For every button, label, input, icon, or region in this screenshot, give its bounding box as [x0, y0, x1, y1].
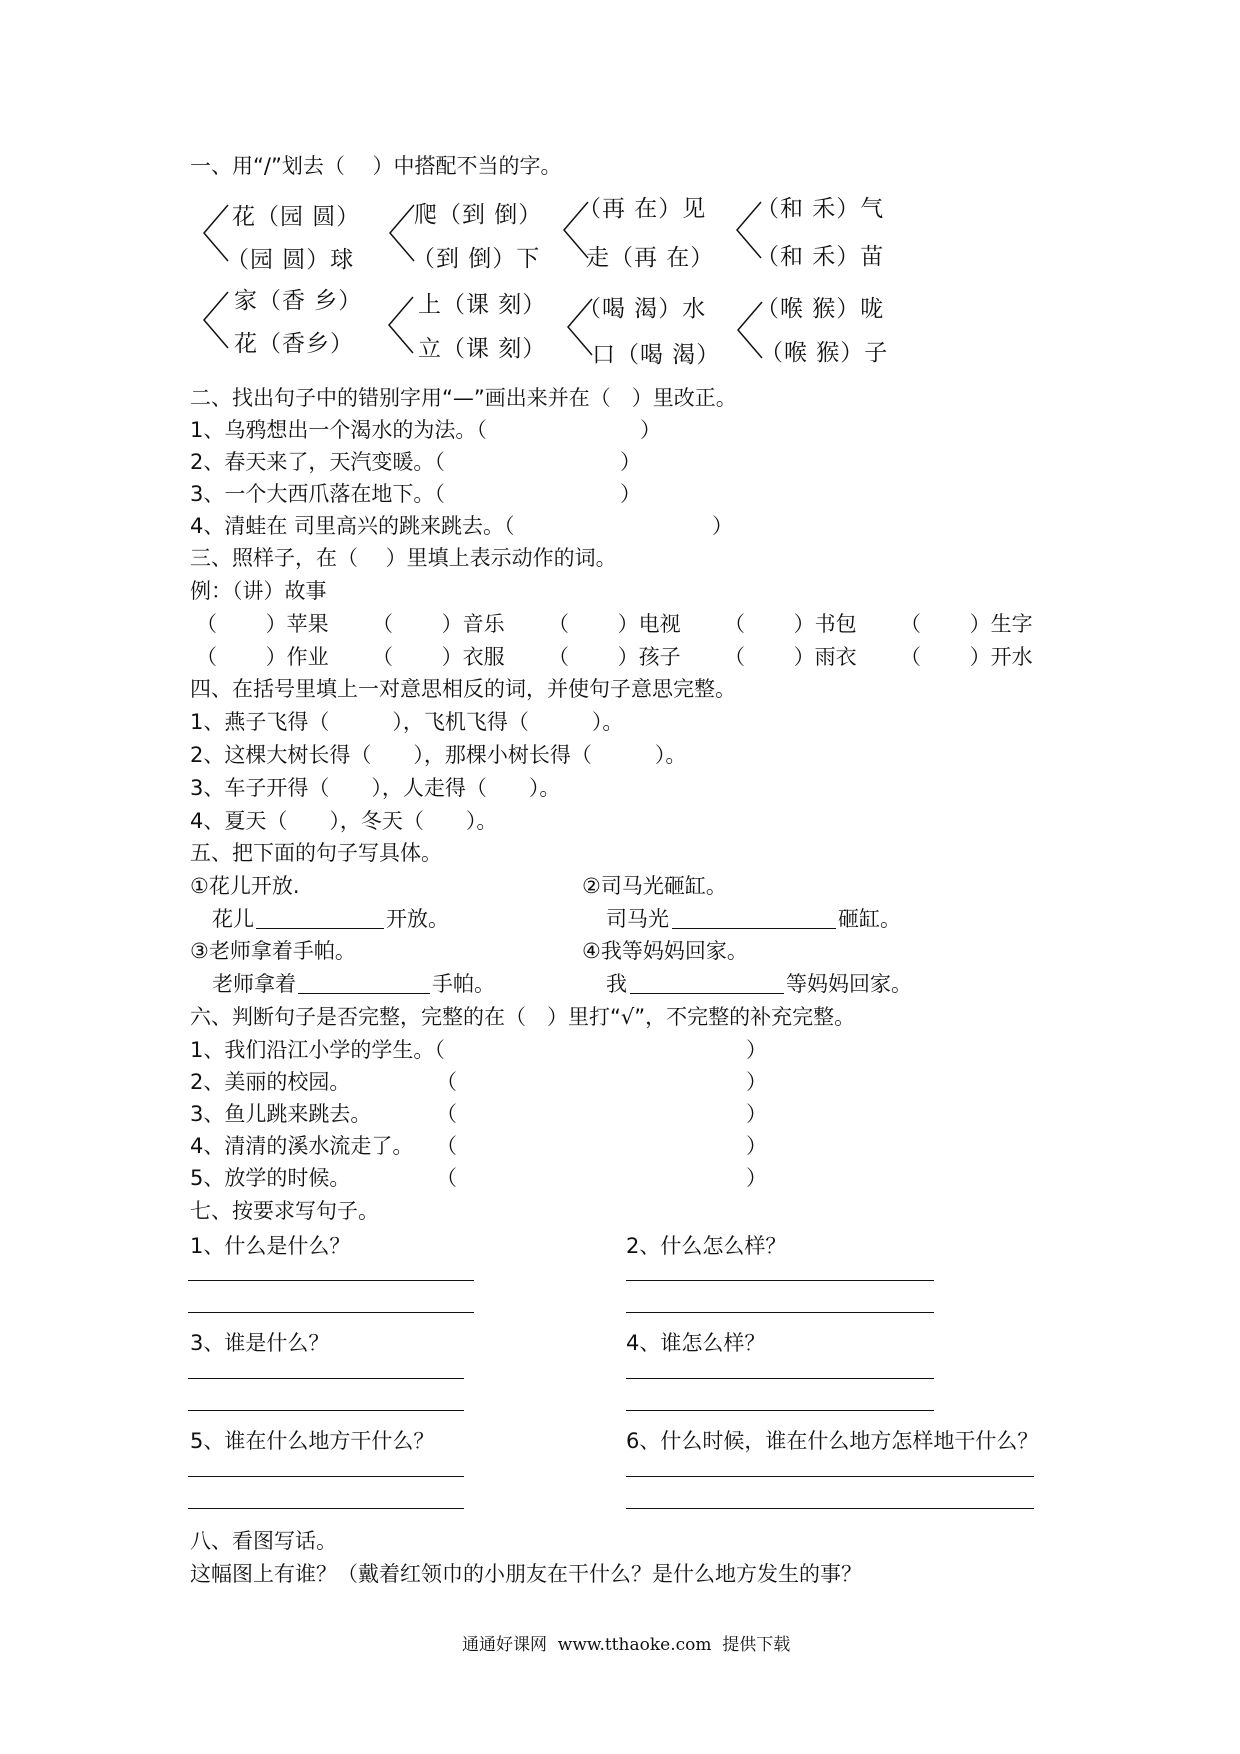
section-2-title: 二、找出句子中的错别字用“—”画出来并在（ ）里改正。 — [190, 386, 737, 410]
picture-writing-prompt: 这幅图上有谁？（戴着红领巾的小朋友在干什么？是什么地方发生的事？ — [190, 1562, 862, 1586]
pair-top: 上（课 刻） — [418, 292, 547, 318]
question-item: 5、放学的时候。 — [190, 1166, 351, 1190]
prompt-sentence: ①花儿开放. — [190, 874, 300, 898]
writing-prompt: 4、谁怎么样？ — [626, 1331, 766, 1355]
pair-bottom: 花（香乡） — [234, 331, 354, 357]
answer-line[interactable] — [188, 1378, 464, 1379]
rewrite-prefix: 花儿 — [212, 907, 254, 931]
pair-top: （和 禾）气 — [756, 196, 885, 222]
pair-bottom: （到 倒）下 — [412, 246, 541, 272]
question-item: 2、这棵大树长得（ ），那棵小树长得（ ）。 — [190, 743, 687, 767]
example: 例：（讲）故事 — [190, 579, 327, 603]
fill-item: （ ）衣服 — [372, 645, 505, 669]
section-8-title: 八、看图写话。 — [190, 1529, 337, 1553]
answer-line[interactable] — [626, 1410, 934, 1411]
question-item: 1、乌鸦想出一个渴水的为法。（ — [190, 418, 487, 442]
answer-line[interactable] — [626, 1508, 1034, 1509]
writing-prompt: 3、谁是什么？ — [190, 1331, 330, 1355]
question-item: 4、夏天（ ），冬天（ ）。 — [190, 809, 498, 833]
rewrite-prefix: 老师拿着 — [212, 972, 296, 996]
answer-bracket-open: （ — [436, 1070, 457, 1094]
pair-top: 花（园 圆） — [232, 204, 361, 230]
pair-bottom: （和 禾）苗 — [756, 244, 885, 270]
answer-bracket-close: ） — [746, 1038, 767, 1062]
answer-line[interactable] — [626, 1476, 1034, 1477]
answer-bracket-close: ） — [746, 1070, 767, 1094]
pair-top: 家（香 乡） — [234, 288, 363, 314]
answer-bracket-open: （ — [436, 1166, 457, 1190]
fill-item: （ ）孩子 — [548, 645, 681, 669]
section-1-title: 一、用“/”划去（ ）中搭配不当的字。 — [190, 154, 562, 178]
answer-bracket-open: （ — [436, 1102, 457, 1126]
rewrite-suffix: 砸缸。 — [838, 907, 901, 931]
section-4-title: 四、在括号里填上一对意思相反的词，并使句子意思完整。 — [190, 677, 736, 701]
pair-bottom: （喉 猴）子 — [760, 340, 889, 366]
answer-line[interactable] — [672, 928, 836, 929]
question-item: 2、美丽的校园。 — [190, 1070, 351, 1094]
rewrite-prefix: 我 — [606, 972, 627, 996]
section-6-title: 六、判断句子是否完整，完整的在（ ）里打“√”，不完整的补充完整。 — [190, 1005, 856, 1029]
answer-bracket-close: ） — [620, 482, 641, 506]
question-item: 3、鱼儿跳来跳去。 — [190, 1102, 372, 1126]
question-item: 3、车子开得（ ），人走得（ ）。 — [190, 776, 561, 800]
fill-item: （ ）生字 — [900, 612, 1033, 636]
question-item: 4、清蛙在 司里高兴的跳来跳去。（ — [190, 514, 515, 538]
rewrite-prefix: 司马光 — [606, 907, 669, 931]
prompt-sentence: ④我等妈妈回家。 — [582, 939, 748, 963]
fill-item: （ ）作业 — [196, 645, 329, 669]
fill-item: （ ）音乐 — [372, 612, 505, 636]
footer-credit: 通通好课网 www.tthaoke.com 提供下载 — [462, 1635, 791, 1655]
writing-prompt: 2、什么怎么样？ — [626, 1234, 787, 1258]
pair-bottom: （园 圆）球 — [226, 247, 355, 273]
answer-bracket-close: ） — [712, 514, 733, 538]
brace-icon — [385, 295, 415, 355]
question-item: 2、春天来了，天汽变暖。（ — [190, 450, 445, 474]
pair-top: （喉 猴）咙 — [756, 296, 885, 322]
question-item: 1、燕子飞得（ ），飞机飞得（ ）。 — [190, 710, 624, 734]
question-item: 4、清清的溪水流走了。 — [190, 1134, 414, 1158]
fill-item: （ ）雨衣 — [724, 645, 857, 669]
answer-bracket-close: ） — [746, 1166, 767, 1190]
writing-prompt: 5、谁在什么地方干什么？ — [190, 1429, 435, 1453]
fill-item: （ ）电视 — [548, 612, 681, 636]
pair-top: 爬（到 倒） — [414, 202, 543, 228]
rewrite-suffix: 手帕。 — [432, 972, 495, 996]
question-item: 1、我们沿江小学的学生。（ — [190, 1038, 445, 1062]
answer-line[interactable] — [188, 1476, 464, 1477]
answer-bracket-close: ） — [640, 418, 661, 442]
answer-bracket-close: ） — [620, 450, 641, 474]
section-3-title: 三、照样子，在（ ）里填上表示动作的词。 — [190, 546, 617, 570]
prompt-sentence: ③老师拿着手帕。 — [190, 939, 356, 963]
prompt-sentence: ②司马光砸缸。 — [582, 874, 727, 898]
answer-line[interactable] — [188, 1280, 474, 1281]
answer-line[interactable] — [626, 1312, 934, 1313]
answer-line[interactable] — [630, 993, 784, 994]
pair-bottom: 走（再 在） — [586, 245, 715, 271]
answer-line[interactable] — [256, 928, 384, 929]
writing-prompt: 6、什么时候，谁在什么地方怎样地干什么？ — [626, 1429, 1039, 1453]
section-7-title: 七、按要求写句子。 — [190, 1199, 379, 1223]
rewrite-suffix: 等妈妈回家。 — [786, 972, 912, 996]
answer-bracket-open: （ — [436, 1134, 457, 1158]
fill-item: （ ）书包 — [724, 612, 857, 636]
answer-line[interactable] — [298, 993, 430, 994]
answer-line[interactable] — [188, 1312, 474, 1313]
rewrite-suffix: 开放。 — [386, 907, 449, 931]
answer-bracket-close: ） — [746, 1102, 767, 1126]
fill-item: （ ）苹果 — [196, 612, 329, 636]
writing-prompt: 1、什么是什么？ — [190, 1234, 351, 1258]
section-5-title: 五、把下面的句子写具体。 — [190, 841, 442, 865]
answer-line[interactable] — [188, 1508, 464, 1509]
answer-line[interactable] — [626, 1280, 934, 1281]
answer-bracket-close: ） — [746, 1134, 767, 1158]
pair-top: （再 在）见 — [578, 196, 707, 222]
pair-bottom: 立（课 刻） — [418, 336, 547, 362]
answer-line[interactable] — [188, 1410, 464, 1411]
answer-line[interactable] — [626, 1378, 934, 1379]
pair-bottom: 口（喝 渴） — [592, 342, 721, 368]
brace-icon — [200, 290, 230, 350]
fill-item: （ ）开水 — [900, 645, 1033, 669]
question-item: 3、一个大西爪落在地下。（ — [190, 482, 445, 506]
pair-top: （喝 渴）水 — [578, 296, 707, 322]
